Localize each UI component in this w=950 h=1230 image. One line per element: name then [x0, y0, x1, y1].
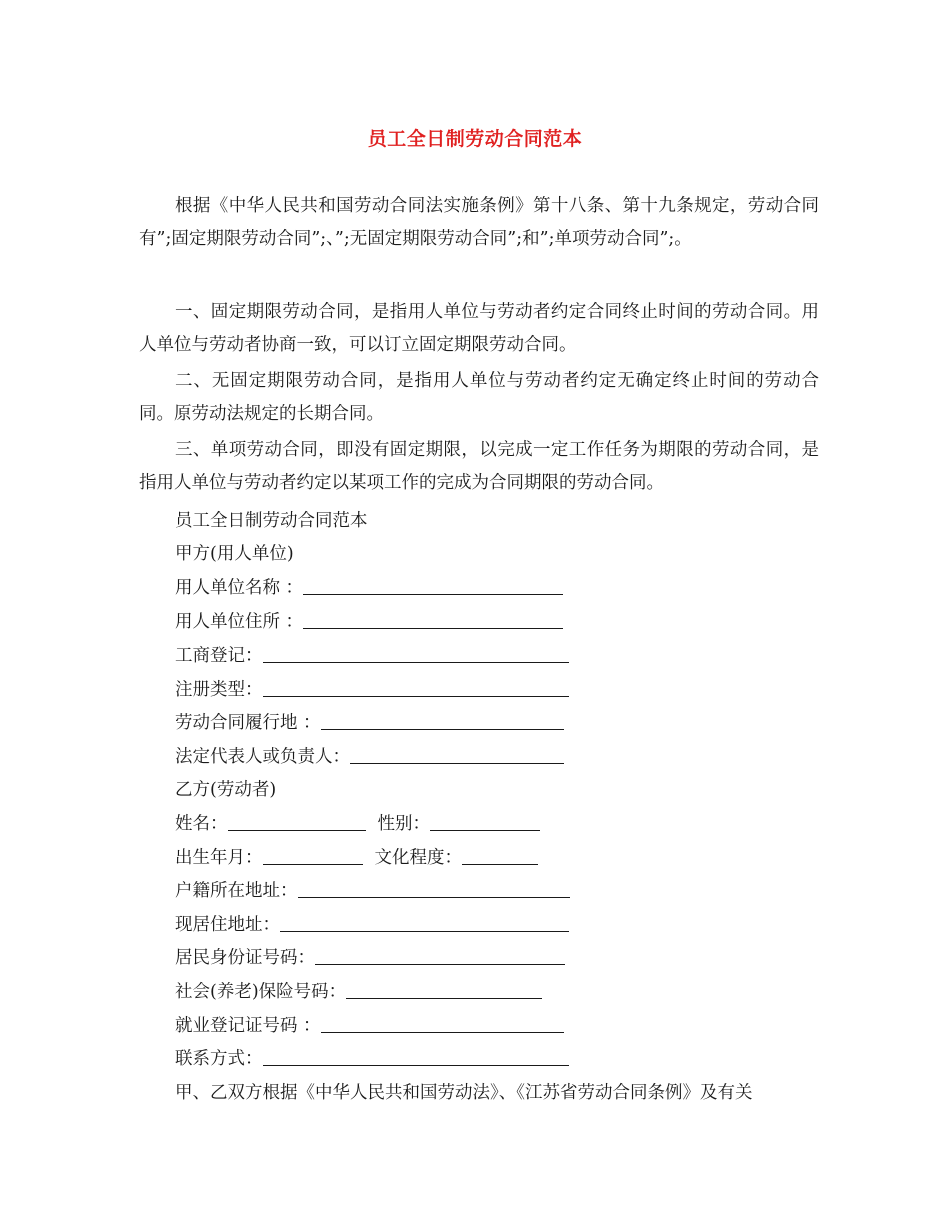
- residence-row: [175, 909, 569, 942]
- registration-field[interactable]: [263, 644, 569, 663]
- employer-name-row: [175, 572, 563, 605]
- registration-label: 工商登记：: [175, 646, 263, 666]
- registration-row: [175, 640, 569, 673]
- insurance-label: 社会(养老)保险号码：: [175, 982, 347, 1002]
- clause-3-paragraph: 三、单项劳动合同，即没有固定期限，以完成一定工作任务为期限的劳动合同，是指用人单位与劳动者约定以某项工作的完成为合同期限的劳动合同。: [139, 440, 819, 493]
- birth-education-row: [175, 842, 538, 875]
- registration-type-row: [175, 674, 569, 707]
- hukou-label: 户籍所在地址：: [175, 881, 298, 901]
- employment-reg-label: 就业登记证号码 ：: [175, 1016, 321, 1036]
- employer-name-label: 用人单位名称 ：: [175, 578, 304, 598]
- hukou-row: [175, 875, 570, 908]
- legal-rep-label: 法定代表人或负责人：: [175, 747, 350, 767]
- legal-rep-row: [175, 741, 564, 774]
- contract-subtitle: 员工全日制劳动合同范本: [175, 511, 368, 531]
- id-number-label: 居民身份证号码：: [175, 948, 315, 968]
- employment-reg-row: [175, 1010, 564, 1043]
- gender-field[interactable]: [430, 812, 540, 831]
- employer-address-label: 用人单位住所 ：: [175, 612, 304, 632]
- contact-field[interactable]: [263, 1047, 569, 1066]
- legal-rep-field[interactable]: [350, 745, 564, 764]
- education-label: 文化程度：: [374, 848, 462, 868]
- name-gender-row: [175, 808, 540, 841]
- document-title: 员工全日制劳动合同范本: [367, 128, 583, 150]
- worker-name-label: 姓名：: [175, 814, 228, 834]
- clause-2-paragraph: 二、无固定期限劳动合同，是指用人单位与劳动者约定无确定终止时间的劳动合同。原劳动法规定的长期合同。: [139, 371, 819, 424]
- registration-type-field[interactable]: [263, 678, 569, 697]
- employer-name-field[interactable]: [303, 576, 563, 595]
- party-a-heading: 甲方(用人单位): [175, 544, 294, 564]
- registration-type-label: 注册类型：: [175, 680, 263, 700]
- birth-label: 出生年月：: [175, 848, 263, 868]
- employer-address-row: [175, 606, 563, 639]
- education-field[interactable]: [462, 846, 538, 865]
- id-number-field[interactable]: [315, 946, 565, 965]
- employer-address-field[interactable]: [303, 610, 563, 629]
- intro-paragraph: 根据《中华人民共和国劳动合同法实施条例》第十八条、第十九条规定，劳动合同有”;固定期限劳动合同”;、”;无固定期限劳动合同”;和”;单项劳动合同”;。: [139, 196, 819, 249]
- insurance-row: [175, 976, 542, 1009]
- contact-row: [175, 1043, 569, 1076]
- residence-field[interactable]: [280, 913, 569, 932]
- clause-1-paragraph: 一、固定期限劳动合同，是指用人单位与劳动者约定合同终止时间的劳动合同。用人单位与劳动者协商一致，可以订立固定期限劳动合同。: [139, 302, 819, 355]
- contact-label: 联系方式：: [175, 1049, 263, 1069]
- closing-paragraph: 甲、乙双方根据《中华人民共和国劳动法》、《江苏省劳动合同条例》及有关: [175, 1083, 753, 1103]
- gender-label: 性别：: [377, 814, 430, 834]
- residence-label: 现居住地址：: [175, 915, 280, 935]
- work-place-field[interactable]: [321, 711, 564, 730]
- birth-field[interactable]: [263, 846, 363, 865]
- insurance-field[interactable]: [346, 980, 542, 999]
- worker-name-field[interactable]: [228, 812, 366, 831]
- party-b-heading: 乙方(劳动者): [175, 780, 277, 800]
- work-place-label: 劳动合同履行地 ：: [175, 713, 321, 733]
- employment-reg-field[interactable]: [321, 1014, 564, 1033]
- hukou-field[interactable]: [298, 879, 570, 898]
- id-number-row: [175, 942, 565, 975]
- work-place-row: [175, 707, 564, 740]
